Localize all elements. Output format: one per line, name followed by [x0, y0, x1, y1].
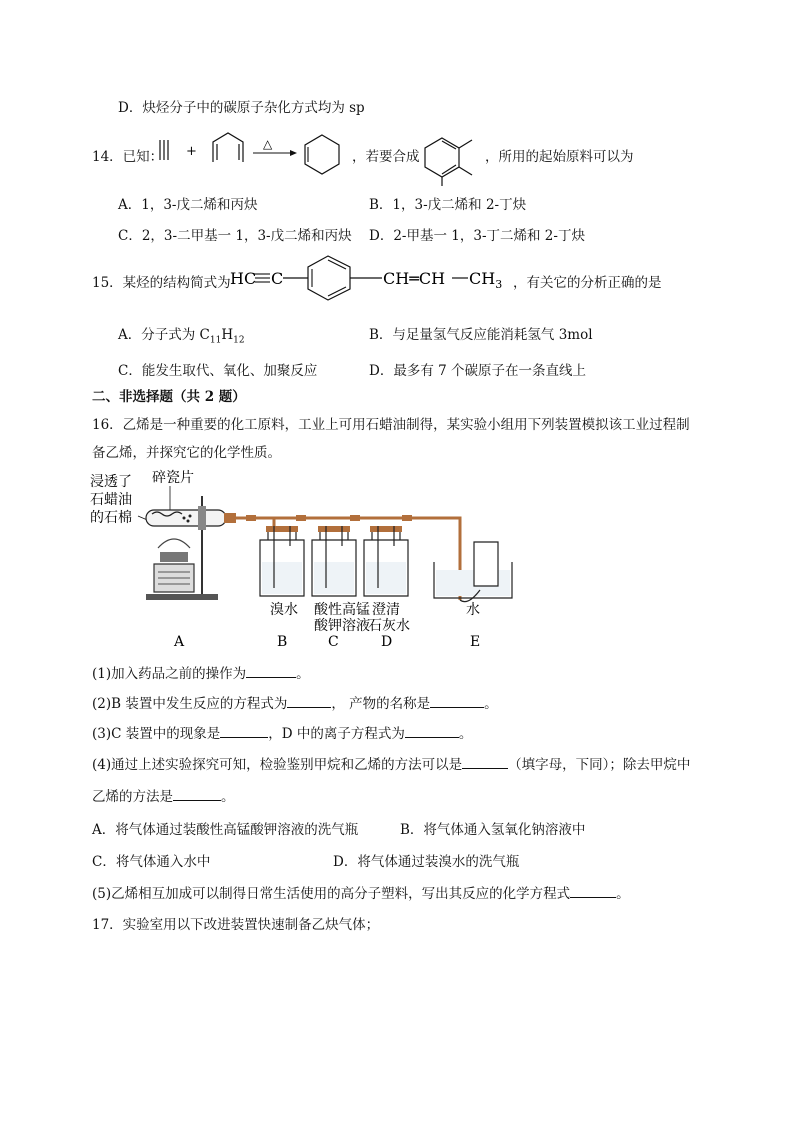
ch-eq-ch-label: CH═CH [383, 269, 446, 288]
q14-reaction-scheme [150, 124, 475, 186]
q17-intro: 17．实验室用以下改进装置快速制备乙炔气体； [92, 917, 380, 933]
label-bottle-c-2: 酸钾溶液 [314, 618, 370, 634]
wash-bottle-c [312, 526, 356, 596]
q15-option-c: C．能发生取代、氧化、加聚反应 [118, 363, 318, 379]
q16-option-b: B．将气体通入氢氧化钠溶液中 [400, 822, 586, 838]
q14-target-text: ，若要合成 [352, 149, 420, 165]
iron-stand-base [146, 594, 218, 600]
q15-option-b: B．与足量氢气反应能消耗氢气 3mol [369, 327, 593, 343]
answer-blank[interactable] [220, 737, 268, 738]
letter-c: C [328, 634, 339, 650]
label-cotton-2: 石蜡油 [90, 492, 132, 508]
ch3-label: $CH_3$ [469, 269, 503, 291]
q14-option-a: A．1，3-戊二烯和丙炔 [118, 197, 258, 213]
q16-option-c: C．将气体通入水中 [92, 854, 211, 870]
q16-part4: (4)通过上述实验探究可知，检验鉴别甲烷和乙烯的方法可以是 （填字母，下同）；除去甲烷中 [92, 757, 691, 773]
heat-symbol: △ [263, 137, 273, 151]
label-bottle-d-2: 石灰水 [368, 618, 410, 634]
q13-option-d: D．炔烃分子中的碳原子杂化方式均为 sp [118, 100, 365, 116]
wash-bottle-d [364, 526, 408, 596]
q15-prefix: 15．某烃的结构简式为 [92, 275, 231, 291]
answer-blank[interactable] [246, 677, 296, 678]
letter-e: E [470, 634, 481, 650]
cyclohexene-ring [305, 135, 339, 174]
q15-option-a: A．分子式为 $C_{11}H_{12}$ [118, 327, 245, 346]
label-bottle-d-1: 澄清 [372, 602, 400, 618]
q16-part3: (3)C 装置中的现象是 ，D 中的离子方程式为 。 [92, 726, 473, 742]
gas-collection-bottle [474, 542, 498, 586]
q15-option-d: D．最多有 7 个碳原子在一条直线上 [369, 363, 586, 379]
letter-b: B [277, 634, 288, 650]
q16-part4-line2: 乙烯的方法是 。 [92, 789, 235, 805]
clamp [198, 506, 206, 530]
q14-option-b: B．1，3-戊二烯和 2-丁炔 [369, 197, 527, 213]
stopper-a [224, 513, 236, 523]
q16-option-a: A．将气体通过装酸性高锰酸钾溶液的洗气瓶 [92, 822, 359, 838]
answer-blank[interactable] [430, 707, 484, 708]
section2-heading: 二、非选择题（共 2 题） [92, 389, 246, 405]
q14-option-c: C．2，3-二甲基一 1，3-戊二烯和丙炔 [118, 228, 352, 244]
hc-label: HC [230, 269, 257, 288]
label-cotton-3: 的石棉 [90, 510, 132, 526]
q16-apparatus-diagram [88, 466, 528, 650]
q14-tail-text: ，所用的起始原料可以为 [485, 149, 634, 165]
q15-suffix: ，有关它的分析正确的是 [513, 275, 662, 291]
label-bottle-b: 溴水 [270, 602, 298, 618]
label-trough-e: 水 [466, 602, 480, 618]
q14-option-d: D．2-甲基一 1，3-丁二烯和 2-丁炔 [369, 228, 585, 244]
methyl-1 [459, 140, 472, 148]
methyl-2 [459, 167, 472, 175]
q16-intro-line1: 16．乙烯是一种重要的化工原料，工业上可用石蜡油制得，某实验小组用下列装置模拟该工业过程制 [92, 417, 690, 433]
q16-part5: (5)乙烯相互加成可以制得日常生活使用的高分子塑料，写出其反应的化学方程式 。 [92, 886, 630, 902]
benzene-ring [308, 256, 350, 300]
water-trough-e [434, 542, 512, 602]
q16-part2: (2)B 装置中发生反应的方程式为 ， 产物的名称是 。 [92, 696, 498, 712]
answer-blank[interactable] [287, 707, 331, 708]
answer-blank[interactable] [405, 737, 459, 738]
answer-blank[interactable] [462, 768, 508, 769]
target-ring [425, 138, 459, 177]
answer-blank[interactable] [173, 800, 221, 801]
plus-sign: + [186, 144, 197, 159]
q14-number: 14．已知： [92, 149, 164, 165]
q16-intro-line2: 备乙烯，并探究它的化学性质。 [92, 445, 281, 461]
wash-bottle-b [260, 526, 304, 596]
label-cotton-1: 浸透了 [90, 474, 132, 490]
q15-structure [226, 248, 514, 308]
flame [158, 539, 190, 548]
letter-d: D [381, 634, 393, 650]
answer-blank[interactable] [570, 897, 616, 898]
letter-a: A [174, 634, 185, 650]
q16-part1: (1)加入药品之前的操作为 。 [92, 666, 310, 682]
label-porcelain: 碎瓷片 [152, 470, 194, 486]
c-label: C [271, 269, 284, 288]
q16-option-d: D．将气体通过装溴水的洗气瓶 [333, 854, 520, 870]
label-bottle-c-1: 酸性高锰 [314, 602, 370, 618]
